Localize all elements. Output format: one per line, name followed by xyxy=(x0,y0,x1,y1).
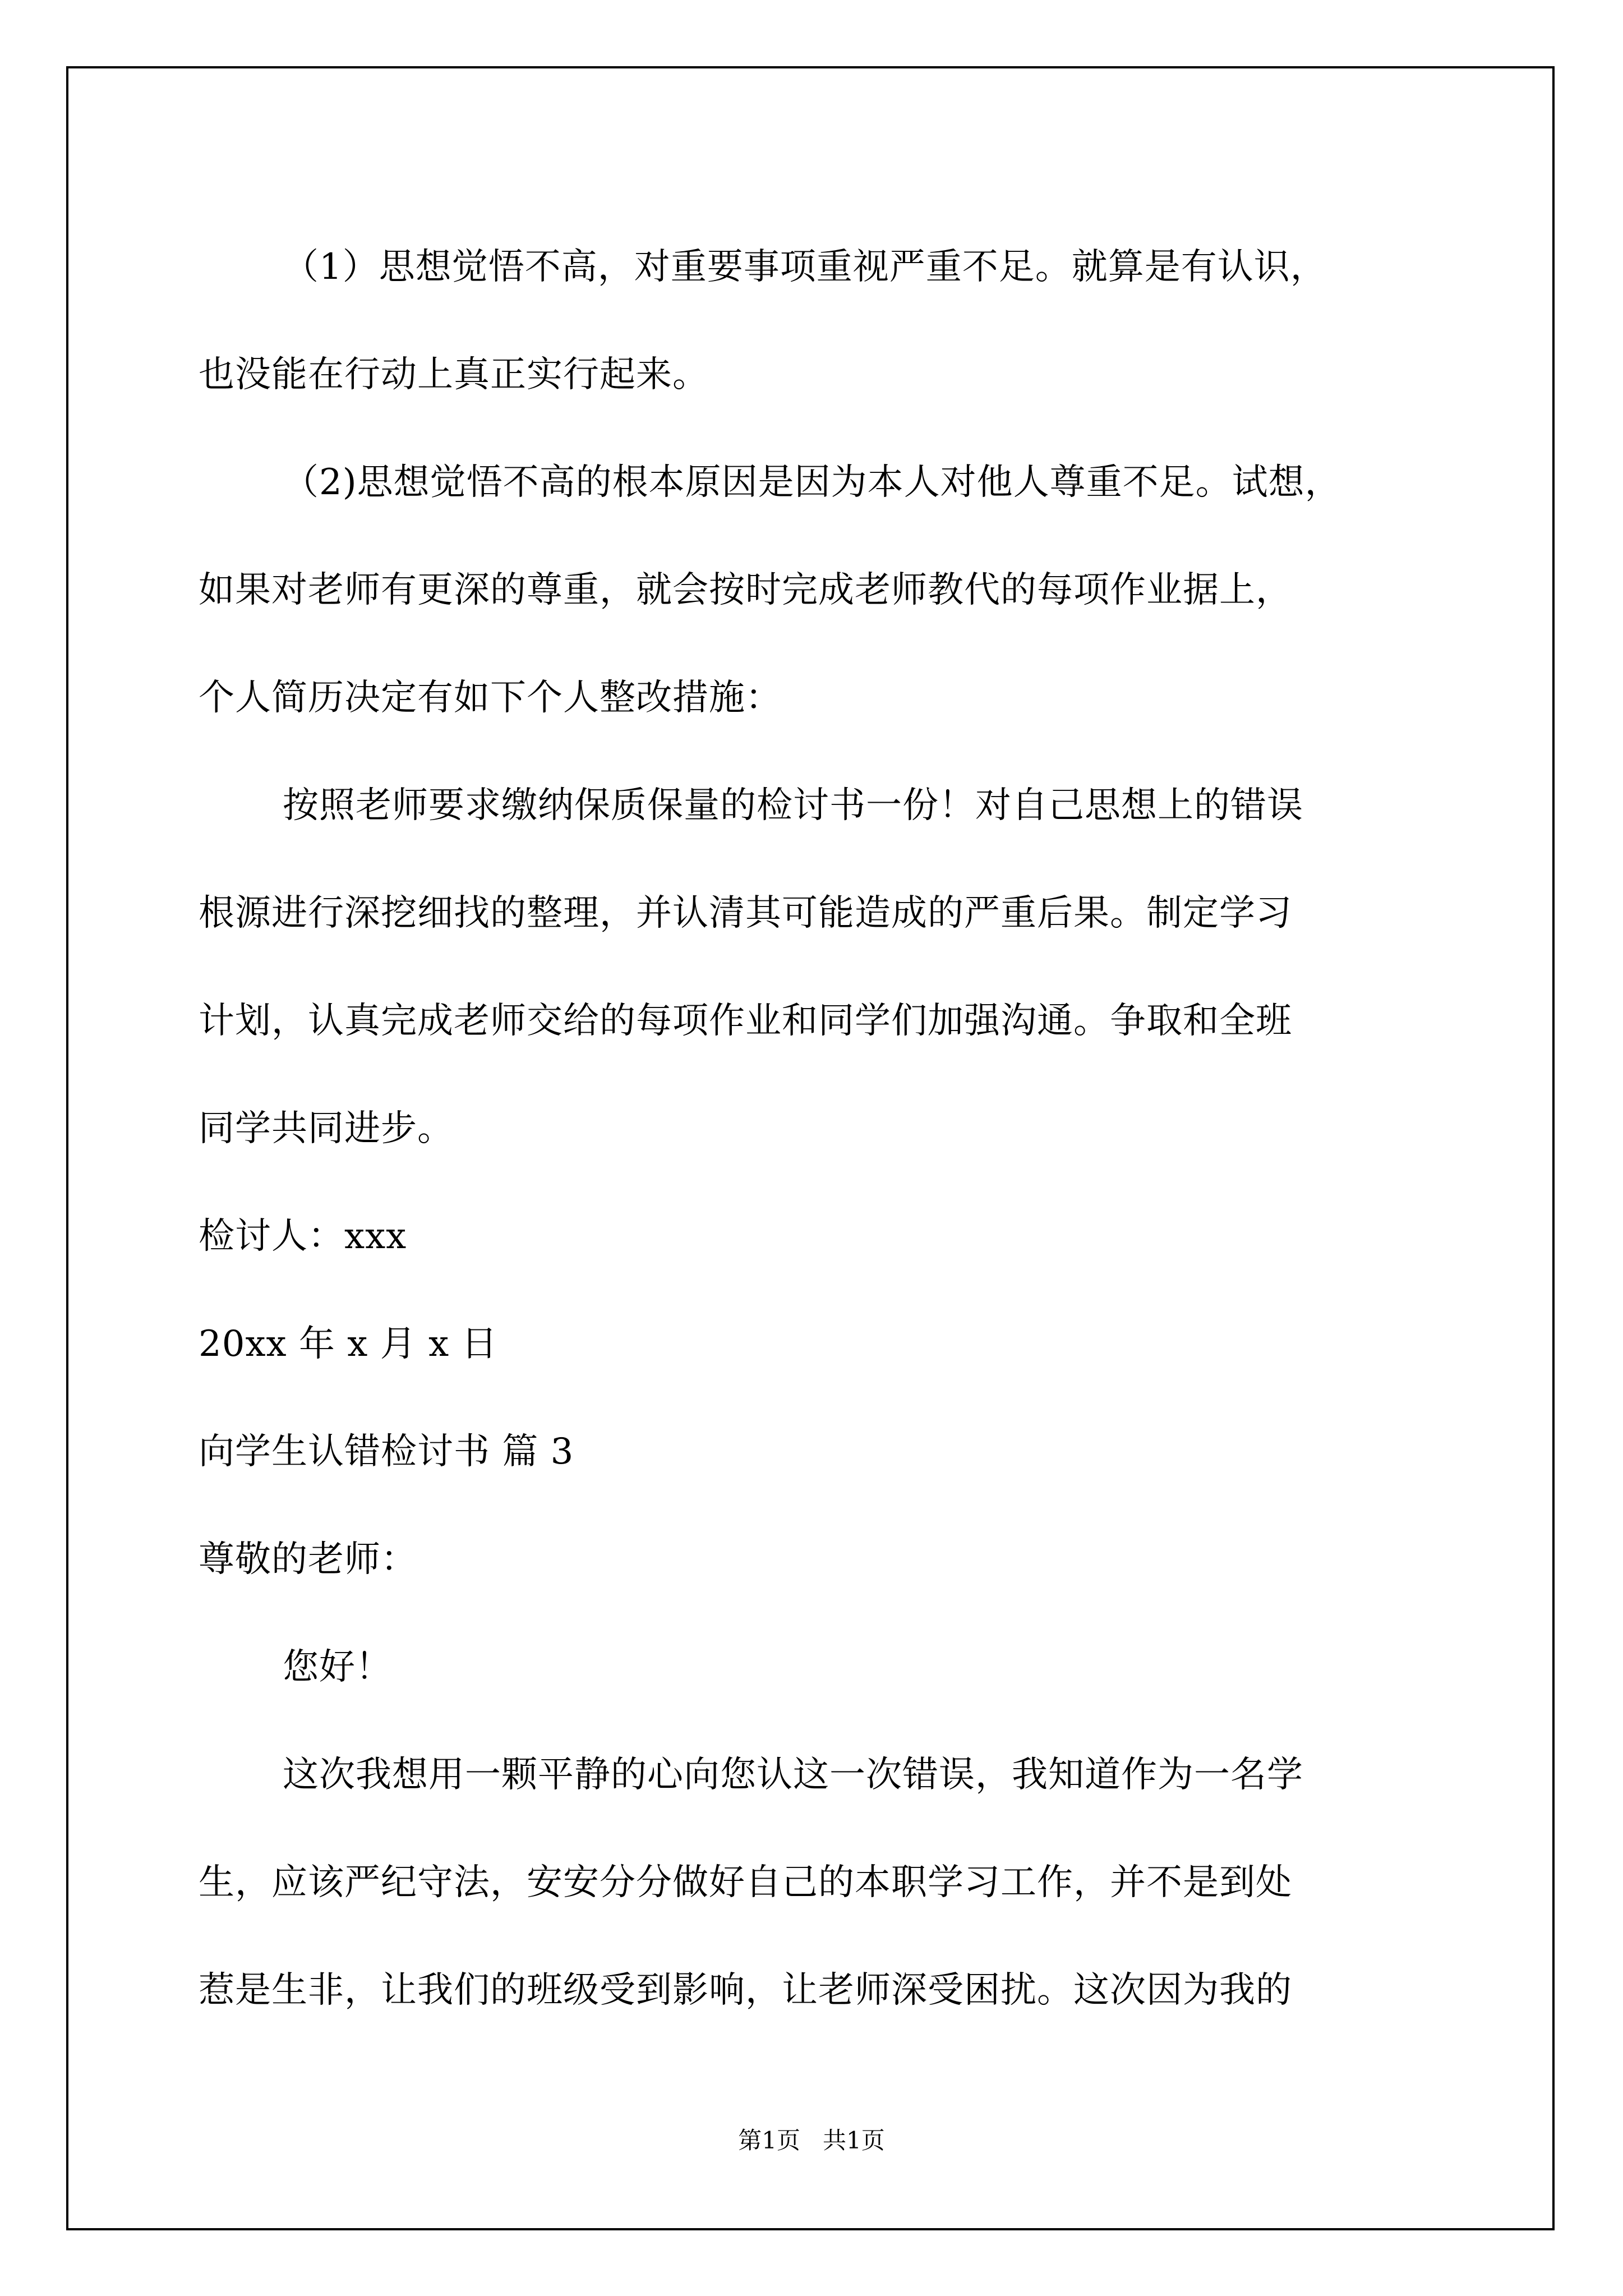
paragraph-line: 惹是生非，让我们的班级受到影响，让老师深受困扰。这次因为我的 xyxy=(199,1970,1292,2011)
section-title: 向学生认错检讨书 篇 3 xyxy=(199,1431,574,1473)
paragraph-line: 同学共同进步。 xyxy=(199,1108,454,1149)
document-body xyxy=(199,213,1432,2044)
paragraph-line: 也没能在行动上真正实行起来。 xyxy=(199,354,709,395)
paragraph-line: 如果对老师有更深的尊重，就会按时完成老师教代的每项作业据上， xyxy=(199,569,1292,611)
greeting: 您好！ xyxy=(283,1646,392,1688)
paragraph-line: 这次我想用一颗平静的心向您认这一次错误，我知道作为一名学 xyxy=(283,1754,1303,1796)
paragraph-line: （2)思想觉悟不高的根本原因是因为本人对他人尊重不足。试想， xyxy=(283,462,1341,503)
date-line: 20xx 年 x 月 x 日 xyxy=(199,1323,498,1365)
paragraph-line: 计划，认真完成老师交给的每项作业和同学们加强沟通。争取和全班 xyxy=(199,1000,1292,1042)
signature-line: 检讨人：xxx xyxy=(199,1216,407,1257)
paragraph-line: （1）思想觉悟不高，对重要事项重视严重不足。就算是有认识， xyxy=(283,246,1327,288)
paragraph-line: 按照老师要求缴纳保质保量的检讨书一份！对自己思想上的错误 xyxy=(283,785,1303,826)
salutation: 尊敬的老师： xyxy=(199,1539,417,1580)
paragraph-line: 根源进行深挖细找的整理，并认清其可能造成的严重后果。制定学习 xyxy=(199,892,1292,934)
paragraph-line: 个人简历决定有如下个人整改措施： xyxy=(199,677,782,719)
paragraph-line: 生，应该严纪守法，安安分分做好自己的本职学习工作，并不是到处 xyxy=(199,1862,1292,1903)
page-number-footer: 第1页 共1页 xyxy=(738,2127,885,2154)
